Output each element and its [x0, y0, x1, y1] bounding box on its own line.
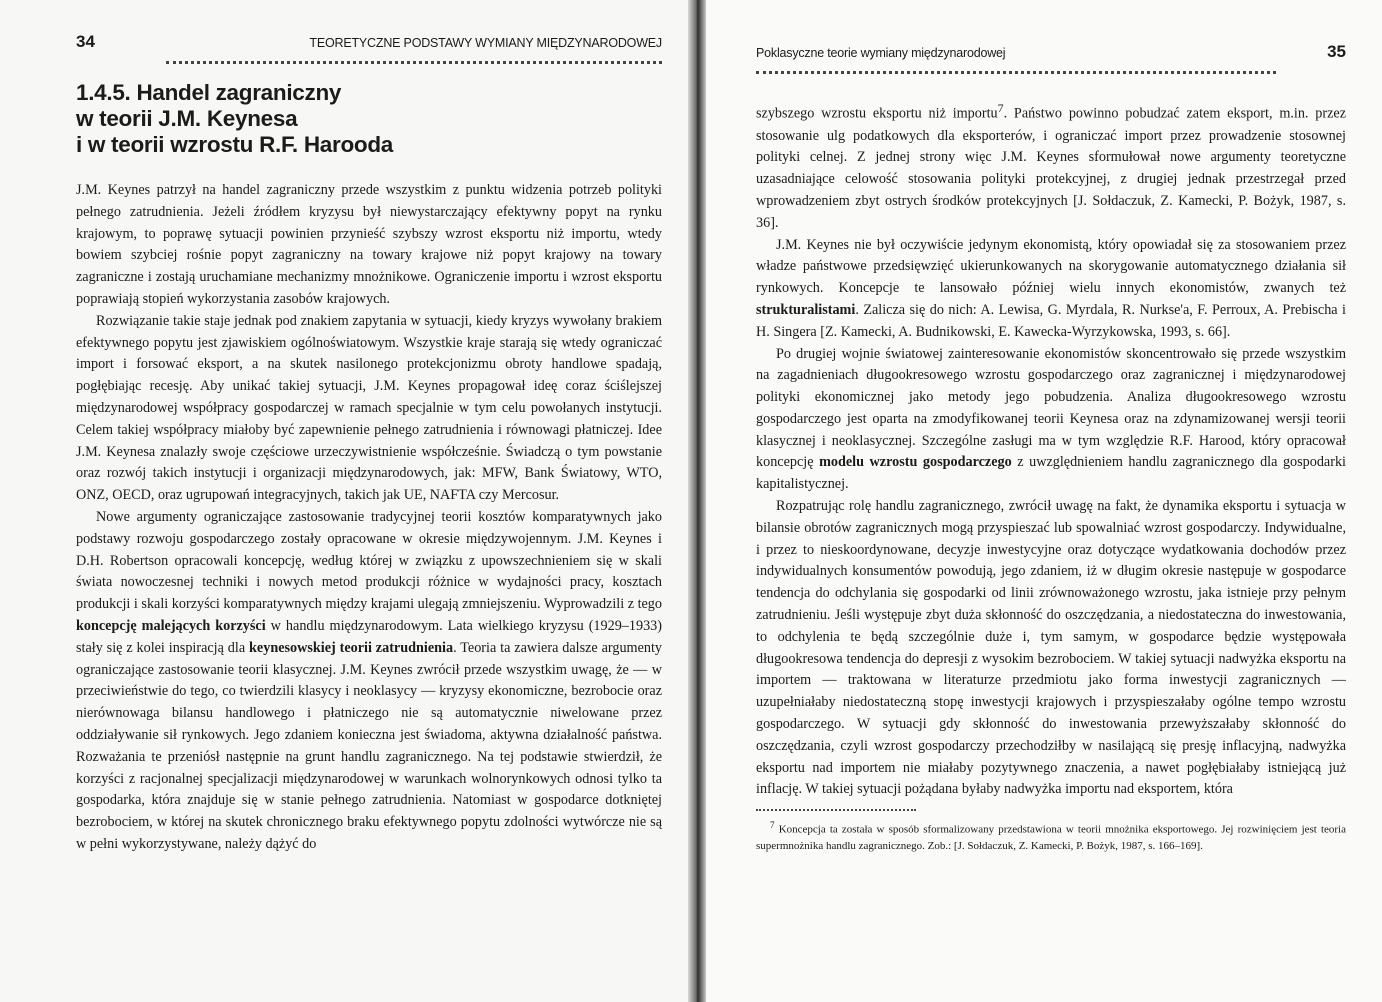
- section-title: [76, 80, 662, 158]
- text-run: . Teoria ta zawiera dalsze argumenty ograniczające zastosowanie teorii klasycznej. J.M. Keynes zwrócił przede wszystkim uwagę, że — w przeciwieństwie do tego, co twierdzili klasycy i neoklasycy — kryzysy ekonomiczne, bezrobocie oraz nierównowaga bilansu handlowego i płatniczego nie są automatycznie niwelowane przez oddziaływanie sił rynkowych. Jego zdaniem konieczna jest świadoma, aktywna działalność państwa. Rozważania te przeniósł następnie na grunt handlu zagranicznego. Na tej podstawie stwierdził, że korzyści z racjonalnej specjalizacji międzynarodowej w warunkach wolnorynkowych odnosi tylko ta gospodarka, która znajduje się w stanie pełnego zatrudnienia. Natomiast w gospodarce dotkniętej bezrobociem, w której na skutek chronicznego braku efektywnego popytu zdolności wytwórcze nie są w pełni wykorzystywane, należy dążyć do: [76, 639, 663, 852]
- text-run: . Zalicza się do nich: A. Lewisa, G. Myrdala, R. Nurkse'a, F. Perroux, A. Prebischa i H. Singera [Z. Kamecki, A. Budnikowski, E. Kawecka-Wyrzykowska, 1993, s. 66].: [756, 301, 1346, 340]
- footnote-ref: 7: [997, 101, 1004, 115]
- bold-term: modelu wzrostu gospodarczego: [819, 454, 1012, 471]
- header-dotted-rule: [756, 67, 1276, 74]
- bold-term: strukturalistami: [756, 301, 856, 318]
- paragraph: [756, 235, 1346, 344]
- paragraph: [756, 344, 1346, 497]
- paragraph: [76, 507, 662, 856]
- right-page: [706, 0, 1382, 1002]
- paragraph: J.M. Keynes patrzył na handel zagraniczny przede wszystkim z punktu widzenia potrzeb polityki pełnego zatrudnienia. Jeżeli źródłem kryzysu był niewystarczający efektywny popyt na rynku krajowym, to poprawę sytuacji powinien przynieść szybszy wzrost eksportu niż importu, wtedy bowiem szybciej rośnie popyt zagraniczny na towary krajowe niż popyt krajowy na towary zagraniczne i zostają uruchamiane mechanizmy mnożnikowe. Ograniczenie importu i wzrost eksportu poprawiają stopień wykorzystania zasobów krajowych.: [76, 182, 662, 307]
- left-page: [0, 0, 688, 1002]
- footnote-separator: [756, 809, 916, 811]
- section-title-line: 1.4.5. Handel zagraniczny: [76, 80, 342, 105]
- header-dotted-rule: [166, 57, 662, 64]
- running-header-title: Poklasyczne teorie wymiany międzynarodowej: [756, 46, 1006, 60]
- footnote-mark: 7: [770, 820, 775, 831]
- bold-term: koncepcję malejących korzyści: [76, 617, 266, 634]
- left-running-header: [76, 32, 662, 52]
- page-number: 34: [76, 32, 95, 51]
- page-number: 35: [1327, 42, 1346, 61]
- paragraph: Rozwiązanie takie staje jednak pod znakiem zapytania w sytuacji, kiedy kryzys wywołany brakiem efektywnego popytu jest zjawiskiem ogólnoświatowym. Wszystkie kraje starają się wtedy ograniczać import i forsować eksport, a na skutek nasilonego protekcjonizmu obroty handlowe spadają, pogłębiając recesję. Aby unikać takiej sytuacji, J.M. Keynes propagował ideę coraz ściślejszej międzynarodowej współpracy gospodarczej w ramach specjalnie w tym celu powołanych instytucji. Celem takiej współpracy miałoby być zapewnienie pełnego zatrudnienia i równowagi płatniczej. Idee J.M. Keynesa znalazły swoje częściowe urzeczywistnienie współcześnie. Świadczą o tym powstanie oraz rozwój takich instytucji i organizacji międzynarodowych, jak: MFW, Bank Światowy, WTO, ONZ, OECD, oraz ugrupowań integracyjnych, takich jak UE, NAFTA czy Mercosur.: [76, 312, 662, 504]
- text-run: Po drugiej wojnie światowej zainteresowanie ekonomistów skoncentrowało się przede wszystkim na zagadnieniach długookresowego wzrostu gospodarczego oraz zagranicznej i międzynarodowej polityki ekonomicznej jako metody jego pobudzenia. Analiza długookresowego wzrostu gospodarczego jest oparta na zmodyfikowanej teorii Keynesa oraz na zdynamizowanej wersji teorii klasycznej i neoklasycznej. Szczególne zasługi ma w tym względzie R.F. Harood, który opracował koncepcję: [756, 345, 1346, 471]
- paragraph: [756, 98, 1346, 235]
- footnote: [756, 817, 1346, 854]
- text-run: z uwzględnieniem handlu zagranicznego dla gospodarki kapitalistycznej.: [756, 454, 1346, 493]
- right-running-header: [756, 42, 1346, 62]
- text-run: Nowe argumenty ograniczające zastosowanie tradycyjnej teorii kosztów komparatywnych jako podstawy rozwoju gospodarczego zostały opracowane w okresie międzywojennym. J.M. Keynes i D.H. Robertson opracowali koncepcję, według której w związku z upowszechnieniem się w skali świata nowoczesnej techniki i nowych metod produkcji różnice w wydajności pracy, kosztach produkcji i skali korzyści komparatywnych między krajami ulegają zmniejszeniu. Wyprowadzili z tego: [76, 508, 662, 613]
- paragraph: Rozpatrując rolę handlu zagranicznego, zwrócił uwagę na fakt, że dynamika eksportu i sytuacja w bilansie obrotów zagranicznych mogą przyspieszać lub spowalniać wzrost gospodarczy. Indywidualne, i przez to nieskoordynowane, decyzje inwestycyjne oraz dotyczące wydatkowania dochodów przez indywidualnych konsumentów powodują, jego zdaniem, iż w długim okresie następuje w gospodarce tendencja do odchylania się gospodarki od linii zrównoważonego wzrostu, jaka istnieje przy pełnym zatrudnieniu. Jeśli występuje zbyt duża skłonność do oszczędzania, a niedostateczna do inwestowania, to odchylenia te będą szczególnie duże i, tym samym, w gospodarce będzie występowała długookresowa tendencja do depresji z wysokim bezrobociem. W takiej sytuacji nadwyżka eksportu na importem — traktowana w literaturze przedmiotu jako forma inwestycji zagranicznych — uzupełniałaby niedostateczną stopę inwestycji krajowych i przyspieszałaby ogólne tempo wzrostu gospodarczego. W sytuacji gdy skłonność do inwestowania przewyższałaby skłonność do oszczędzania, czyli wzrost gospodarczy przechodziłby w nasilającą się presję inflacyjną, nadwyżka eksportu nad importem nie miałaby pozytywnego znaczenia, a nawet pogłębiałaby istniejącą już inflację. W takiej sytuacji pożądana byłaby nadwyżka importu nad eksportem, która: [756, 498, 1346, 798]
- section-title-line: i w teorii wzrostu R.F. Harooda: [76, 132, 393, 157]
- section-title-line: w teorii J.M. Keynesa: [76, 106, 298, 131]
- bold-term: keynesowskiej teorii zatrudnienia: [249, 639, 454, 656]
- book-spine: [688, 0, 706, 1002]
- text-run: J.M. Keynes nie był oczywiście jedynym ekonomistą, który opowiadał się za stosowaniem przez władze państwowe przedsięwzięć ukierunkowanych na skorygowanie automatycznego działania sił rynkowych. Koncepcje te lansowało później wielu innych ekonomistów, zwanych też: [756, 236, 1346, 297]
- text-run: . Państwo powinno pobudzać zatem eksport, m.in. przez stosowanie ulg podatkowych dla eksporterów, i ograniczać import przez prowadzenie stosownej polityki celnej. Z jednej strony więc J.M. Keynes sformułował nowe argumenty teoretyczne uzasadniające celowość stosowania polityki protekcyjnej, z drugiej jednak przestrzegał przed wprowadzeniem zbyt ostrych środków protekcyjnych [J. Sołdaczuk, Z. Kamecki, P. Bożyk, 1987, s. 36].: [756, 105, 1347, 231]
- running-header-title: TEORETYCZNE PODSTAWY WYMIANY MIĘDZYNARODOWEJ: [309, 36, 662, 50]
- text-run: szybszego wzrostu eksportu niż importu: [756, 105, 998, 122]
- text-run: w handlu międzynarodowym. Lata wielkiego kryzysu (1929–1933) stały się z kolei inspiracją dla: [76, 617, 662, 656]
- footnote-text: Koncepcja ta została w sposób sformalizowany przedstawiona w teorii mnożnika eksportowego. Jej rozwinięciem jest teoria supermnożnika handlu zagranicznego. Zob.: [J. Sołdaczuk, Z. Kamecki, P. Bożyk, 1987, s. 166–169].: [756, 823, 1346, 852]
